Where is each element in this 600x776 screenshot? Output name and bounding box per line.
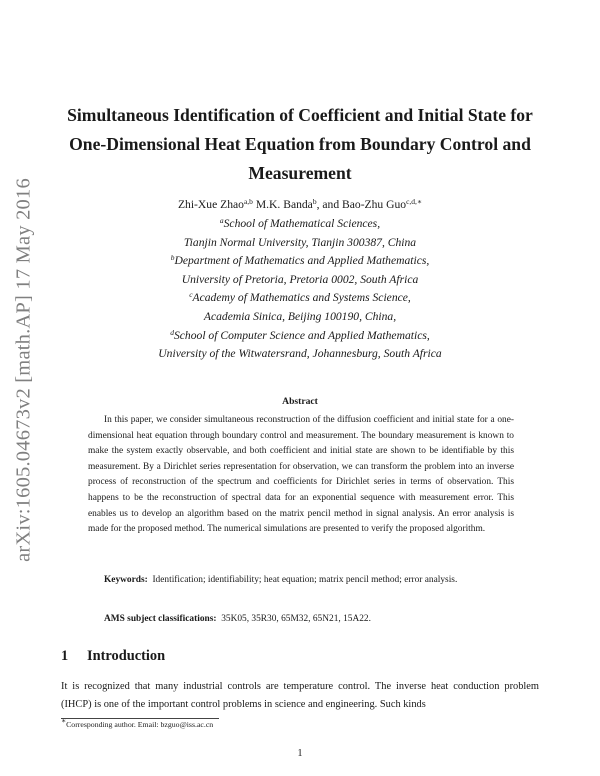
section-heading <box>61 648 165 665</box>
section-title: Introduction <box>87 648 166 664</box>
arxiv-identifier: arXiv:1605.04673v2 [math.AP] 17 May 2016 <box>12 178 35 562</box>
affiliation-line: Tianjin Normal University, Tianjin 300387, China <box>183 235 417 249</box>
author-name: Bao-Zhu Guo <box>342 198 407 211</box>
intro-paragraph: It is recognized that many industrial controls are temperature control. The inverse heat conduction problem (IHCP) is one of the important control problems in science and engineering. Such kinds <box>61 681 539 710</box>
abstract-body: In this paper, we consider simultaneous reconstruction of the diffusion coefficient and initial state for a one-dimensional heat equation through boundary control and measurement. The boundary measurement is known to make the system exactly observable, and both coefficient and initial state are shown to be identifiable by this measurement. By a Dirichlet series representation for observation, we can transform the problem into an inverse process of reconstruction of the spectrum and coefficients for Dirichlet series in terms of observation. This happens to be the reconstruction of spectral data for an exponential sequence with measurement error. This enables us to develop an algorithm based on the matrix pencil method in signal analysis. An error analysis is made for the proposed method. The numerical simulations are presented to verify the proposed algorithm. <box>88 415 514 535</box>
affiliation-text: Department of Mathematics and Applied Mathematics, <box>174 254 430 268</box>
affiliation-line: University of the Witwatersrand, Johannesburg, South Africa <box>158 347 442 361</box>
paper-title: Simultaneous Identification of Coefficient and Initial State for One-Dimensional Heat Equation from Boundary Control and Measurement <box>67 105 533 183</box>
affiliation-line <box>60 289 540 308</box>
footnote-text: Corresponding author. Email: bzguo@iss.ac.cn <box>66 720 214 729</box>
affiliation-text: School of Computer Science and Applied Mathematics, <box>173 328 430 342</box>
affiliation-mark: a <box>219 216 224 225</box>
author-list <box>60 197 540 212</box>
affiliation-line <box>60 215 540 234</box>
affiliation-mark: c <box>189 290 193 300</box>
affiliation-line: University of Pretoria, Pretoria 0002, South Africa <box>181 272 419 286</box>
footnote <box>61 716 214 731</box>
ams-label: AMS subject classifications: <box>104 614 217 624</box>
abstract-heading: Abstract <box>282 396 318 407</box>
page-number: 1 <box>297 748 303 759</box>
keywords-text: Identification; identifiability; heat equation; matrix pencil method; error analysis. <box>152 575 458 585</box>
affiliation-text: School of Mathematical Sciences, <box>223 217 381 230</box>
affiliation-line <box>60 252 540 271</box>
author-affil-mark: c,d,∗ <box>406 197 423 206</box>
affiliation-line <box>60 327 540 346</box>
author-affil-mark: a,b <box>243 197 253 206</box>
affiliation-line: Academia Sinica, Beijing 100190, China, <box>203 309 397 323</box>
affiliation-mark: d <box>170 327 174 337</box>
author-separator: , and <box>316 198 343 211</box>
keywords <box>88 573 514 589</box>
ams-classifications <box>88 612 514 628</box>
section-number: 1 <box>61 648 69 664</box>
author-name: M.K. Banda <box>255 198 313 211</box>
affiliations <box>60 215 540 364</box>
affiliation-mark: b <box>170 253 175 263</box>
author-name: Zhi-Xue Zhao <box>177 198 244 211</box>
keywords-label: Keywords: <box>104 575 148 585</box>
author-affil-mark: b <box>312 197 317 206</box>
arxiv-sidebar <box>4 160 44 580</box>
affiliation-text: Academy of Mathematics and Systems Science, <box>192 291 411 305</box>
ams-text: 35K05, 35R30, 65M32, 65N21, 15A22. <box>221 614 371 624</box>
footnote-mark: ∗ <box>61 716 67 725</box>
